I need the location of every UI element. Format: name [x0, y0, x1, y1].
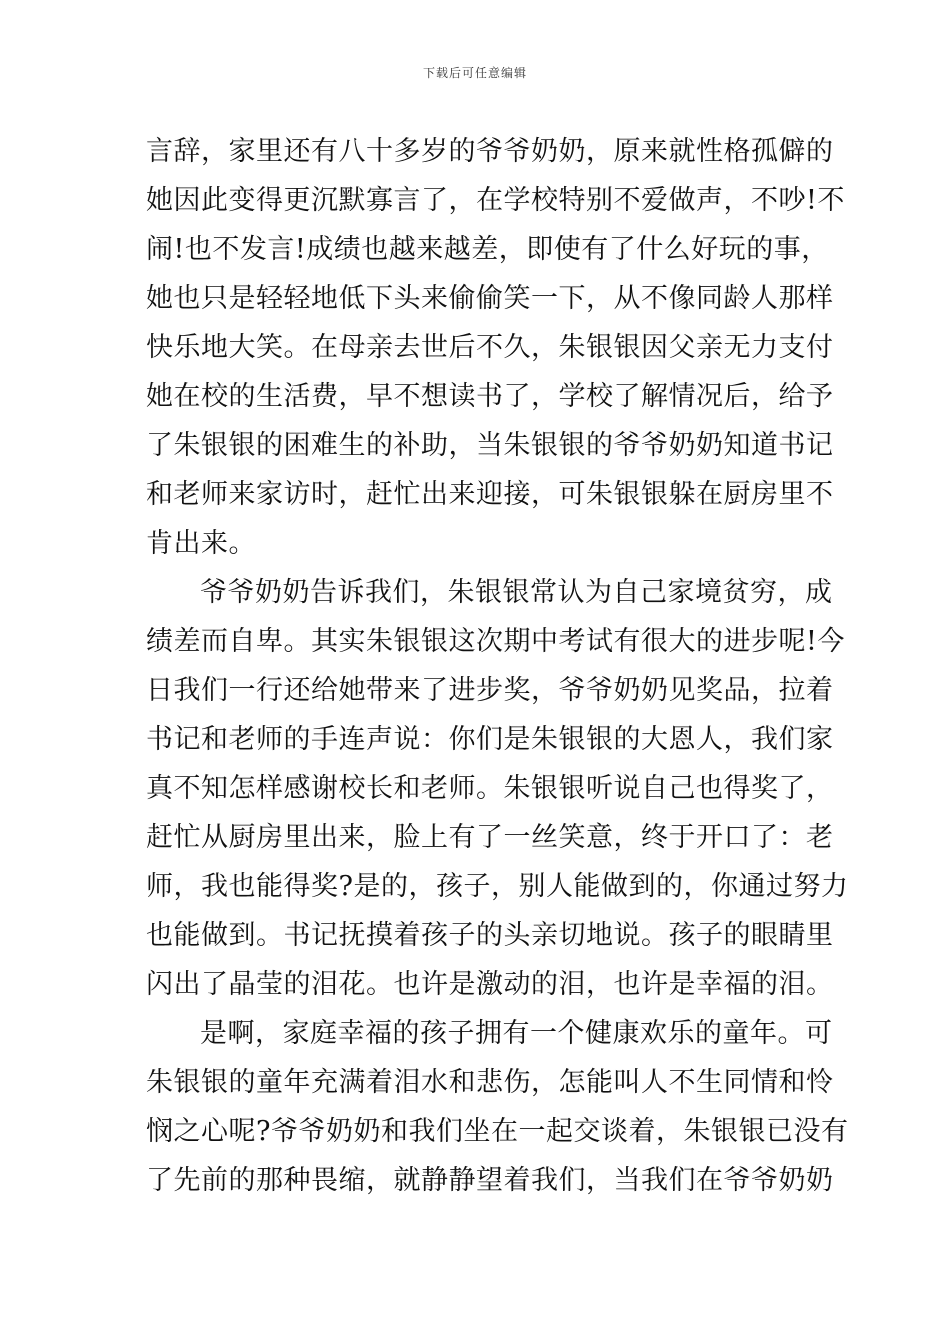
text-line: 了朱银银的困难生的补助，当朱银银的爷爷奶奶知道书记: [146, 430, 834, 461]
text-line: 日我们一行还给她带来了进步奖，爷爷奶奶见奖品，拉着: [146, 675, 834, 706]
text-line: 朱银银的童年充满着泪水和悲伤，怎能叫人不生同情和怜: [146, 1067, 834, 1098]
text-line: 闹!也不发言!成绩也越来越差，即使有了什么好玩的事，: [146, 234, 829, 265]
paragraph-2: [146, 568, 849, 1009]
text-line: 也能做到。书记抚摸着孩子的头亲切地说。孩子的眼睛里: [146, 920, 834, 951]
text-line: 书记和老师的手连声说：你们是朱银银的大恩人，我们家: [146, 724, 834, 755]
text-line: 爷爷奶奶告诉我们，朱银银常认为自己家境贫穷，成: [200, 577, 833, 608]
paragraph-1: [146, 127, 845, 568]
text-line: 快乐地大笑。在母亲去世后不久，朱银银因父亲无力支付: [146, 332, 834, 363]
paragraph-3: [146, 1009, 849, 1205]
text-line: 了先前的那种畏缩，就静静望着我们，当我们在爷爷奶奶: [146, 1165, 834, 1196]
text-line: 她在校的生活费，早不想读书了，学校了解情况后，给予: [146, 381, 834, 412]
page-header: 下载后可任意编辑: [422, 66, 527, 80]
text-line: 言辞，家里还有八十多岁的爷爷奶奶，原来就性格孤僻的: [146, 136, 834, 167]
text-line: 师，我也能得奖?是的，孩子，别人能做到的，你通过努力: [146, 871, 849, 902]
text-line: 赶忙从厨房里出来，脸上有了一丝笑意，终于开口了：老: [146, 822, 834, 853]
text-line: 真不知怎样感谢校长和老师。朱银银听说自己也得奖了，: [146, 773, 834, 804]
text-line: 和老师来家访时，赶忙出来迎接，可朱银银躲在厨房里不: [146, 479, 834, 510]
text-line: 悯之心呢?爷爷奶奶和我们坐在一起交谈着，朱银银已没有: [146, 1116, 849, 1147]
text-line: 绩差而自卑。其实朱银银这次期中考试有很大的进步呢!今: [146, 626, 845, 657]
document-body: [146, 127, 849, 1205]
text-line: 肯出来。: [146, 528, 256, 559]
text-line: 闪出了晶莹的泪花。也许是激动的泪，也许是幸福的泪。: [146, 969, 834, 1000]
text-line: 是啊，家庭幸福的孩子拥有一个健康欢乐的童年。可: [200, 1018, 833, 1049]
text-line: 她因此变得更沉默寡言了，在学校特别不爱做声，不吵!不: [146, 185, 845, 216]
text-line: 她也只是轻轻地低下头来偷偷笑一下，从不像同龄人那样: [146, 283, 834, 314]
